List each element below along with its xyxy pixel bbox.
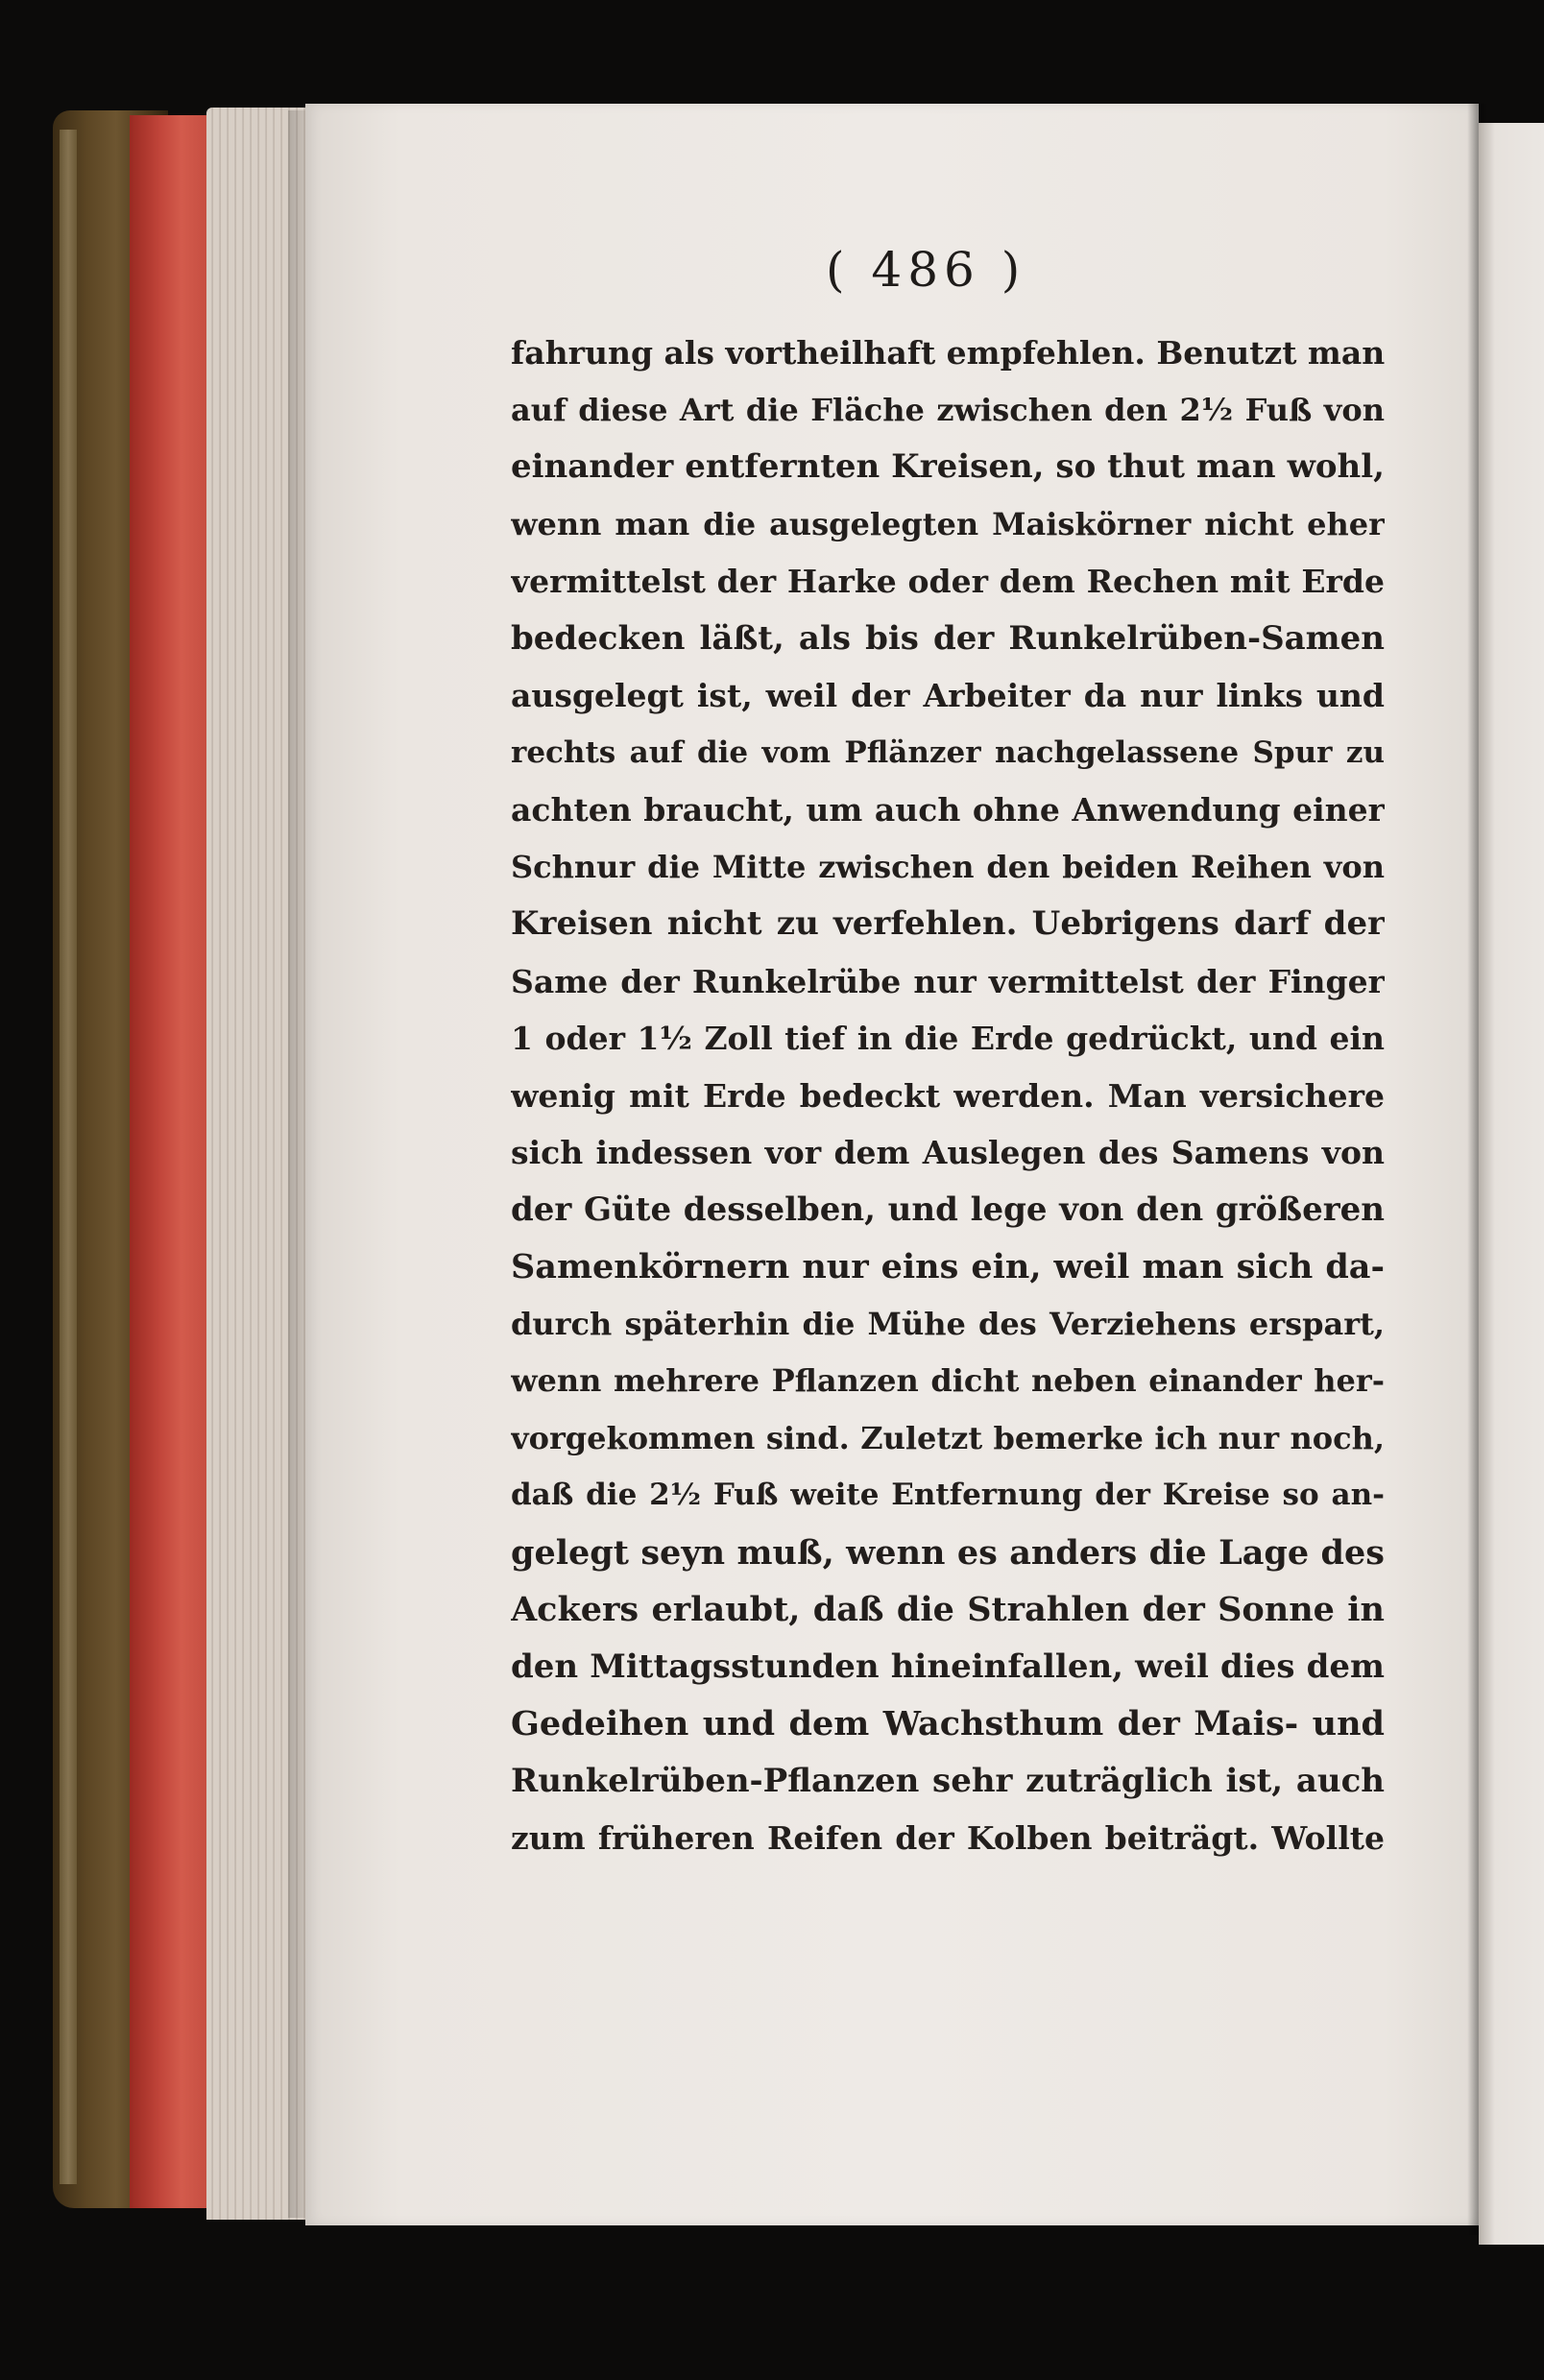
text-line: vermittelst der Harke oder dem Rechen mit Erde xyxy=(511,563,1385,600)
text-line: sich indessen vor dem Auslegen des Samens von xyxy=(511,1134,1385,1171)
text-line: Same der Runkelrübe nur vermittelst der Finger xyxy=(511,962,1385,1000)
text-line: durch späterhin die Mühe des Verziehens erspart, xyxy=(511,1305,1385,1342)
text-line: den Mittagsstunden hineinfallen, weil dies dem xyxy=(511,1647,1385,1686)
page-number: ( 486 ) xyxy=(826,242,1026,298)
text-line: einander entfernten Kreisen, so thut man wohl, xyxy=(511,447,1385,486)
text-line: wenig mit Erde bedeckt werden. Man versichere xyxy=(511,1076,1385,1115)
text-line: zum früheren Reifen der Kolben beiträgt. Wollte xyxy=(511,1819,1385,1857)
text-line: daß die 2½ Fuß weite Entfernung der Kreise so an- xyxy=(511,1478,1385,1512)
text-line: rechts auf die vom Pflänzer nachgelassene Spur zu xyxy=(511,734,1385,770)
cover-edge-highlight xyxy=(60,130,77,2184)
text-line: gelegt seyn muß, wenn es anders die Lage des xyxy=(511,1532,1385,1573)
text-line: fahrung als vortheilhaft empfehlen. Benutzt man xyxy=(511,334,1385,372)
text-line: Schnur die Mitte zwischen den beiden Reihen von xyxy=(511,848,1385,885)
text-line: der Güte desselben, und lege von den größeren xyxy=(511,1190,1385,1229)
text-line: Gedeihen und dem Wachsthum der Mais- und xyxy=(511,1704,1385,1743)
text-line: bedecken läßt, als bis der Runkelrüben-Samen xyxy=(511,618,1385,658)
text-line: Ackers erlaubt, daß die Strahlen der Sonne in xyxy=(511,1590,1385,1629)
text-line: Samenkörnern nur eins ein, weil man sich da- xyxy=(511,1247,1385,1286)
facing-page-edge xyxy=(1479,123,1544,2245)
text-line: achten braucht, um auch ohne Anwendung einer xyxy=(511,791,1385,829)
body-text xyxy=(511,325,1385,1867)
red-page-edges xyxy=(130,115,216,2208)
text-line: Kreisen nicht zu verfehlen. Uebrigens darf der xyxy=(511,904,1385,943)
text-line: Runkelrüben-Pflanzen sehr zuträglich ist, auch xyxy=(511,1761,1385,1800)
text-line: wenn man die ausgelegten Maiskörner nicht eher xyxy=(511,505,1385,542)
text-line: 1 oder 1½ Zoll tief in die Erde gedrückt, und ein xyxy=(511,1020,1385,1057)
text-line: auf diese Art die Fläche zwischen den 2½ Fuß von xyxy=(511,391,1385,428)
text-line: ausgelegt ist, weil der Arbeiter da nur links und xyxy=(511,677,1385,714)
text-line: vorgekommen sind. Zuletzt bemerke ich nur noch, xyxy=(511,1419,1385,1456)
text-line: wenn mehrere Pflanzen dicht neben einander her- xyxy=(511,1362,1385,1399)
